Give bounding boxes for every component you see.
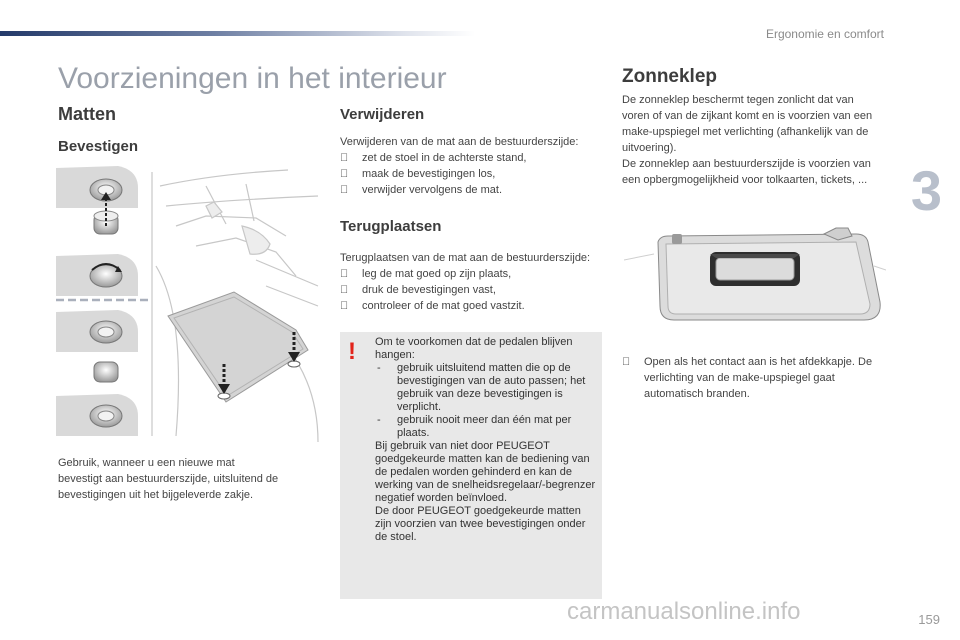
list-item: Open als het contact aan is het afdekkapje. De verlichting van de make-upspiegel gaat automatisch branden. (622, 354, 894, 402)
caption-line: bevestigingen uit het bijgeleverde zakje. (58, 489, 254, 501)
section-title: Ergonomie en comfort (765, 27, 884, 41)
zonneklep-heading: Zonneklep (622, 66, 718, 87)
bullet-icon (340, 266, 348, 282)
header-gradient-bar (0, 31, 475, 36)
warning-paragraph: De door PEUGEOT goedgekeurde matten zijn voorzien van twee bevestigingen onder de stoel. (375, 505, 586, 543)
bevestigen-caption (58, 455, 320, 503)
bullet-icon (340, 182, 348, 198)
bullet-icon (340, 166, 348, 182)
list-item: leg de mat goed op zijn plaats, (340, 266, 610, 282)
matten-heading: Matten (58, 104, 116, 124)
verwijderen-block (340, 134, 610, 198)
bullet-icon (340, 298, 348, 314)
list-item: controleer of de mat goed vastzit. (340, 298, 610, 314)
exclamation-icon: ! (348, 338, 356, 365)
list-item: maak de bevestigingen los, (340, 166, 610, 182)
page-title: Voorzieningen in het interieur (58, 62, 447, 95)
warning-intro: Om te voorkomen dat de pedalen blijven hangen: (375, 336, 573, 361)
bevestigen-heading: Bevestigen (58, 138, 139, 155)
description-line: voren of van de zijkant komt en is voorzien van een (622, 110, 873, 122)
terugplaatsen-intro: Terugplaatsen van de mat aan de bestuurderszijde: (340, 252, 591, 264)
bullet-icon (340, 150, 348, 166)
description-line: make-upspiegel met verlichting (afhankelijk van de (622, 126, 869, 138)
verwijderen-intro: Verwijderen van de mat aan de bestuurderszijde: (340, 136, 579, 148)
terugplaatsen-heading: Terugplaatsen (340, 218, 442, 235)
fastener-panel-4 (56, 394, 138, 436)
dash-icon: - (377, 362, 381, 374)
watermark: carmanualsonline.info (567, 598, 801, 625)
warning-item: - gebruik nooit meer dan één mat per plaats. (377, 414, 572, 439)
caption-line: Gebruik, wanneer u een nieuwe mat (58, 457, 235, 469)
floor-mat (168, 292, 308, 402)
warning-box (340, 332, 602, 599)
list-item: druk de bevestigingen vast, (340, 282, 610, 298)
floor-mat-illustration (56, 166, 320, 448)
warning-paragraph: Bij gebruik van niet door PEUGEOT goedgekeurde matten kan de bediening van de pedalen worden gehinderd en kan de werking van de snelheidsregelaar/-begrenzer negatief worden beïnvloed. (375, 440, 596, 504)
warning-text (375, 336, 597, 544)
list-item: verwijder vervolgens de mat. (340, 182, 610, 198)
bullet-icon (340, 282, 348, 298)
chapter-number: 3 (910, 159, 942, 222)
terugplaatsen-block (340, 250, 610, 314)
list-item: zet de stoel in de achterste stand, (340, 150, 610, 166)
bullet-icon (622, 354, 630, 370)
warning-item: - gebruik uitsluitend matten die op de bevestigingen van de auto passen; het gebruik van deze bevestigingen is verplicht. (377, 362, 586, 413)
caption-line: bevestigt aan bestuurderszijde, uitsluitend de (58, 473, 279, 485)
fastener-panel-2 (56, 254, 138, 296)
zonneklep-description (622, 92, 892, 188)
dash-icon: - (377, 414, 381, 426)
description-line: De zonneklep beschermt tegen zonlicht dat van (622, 94, 854, 106)
fastener-panel-1 (56, 166, 138, 208)
sun-visor-illustration (624, 226, 886, 326)
page-number: 159 (918, 612, 940, 627)
fastener-panel-3 (56, 310, 138, 382)
description-line: een opbergmogelijkheid voor tolkaarten, tickets, ... (622, 174, 868, 186)
zonneklep-step (622, 354, 894, 402)
verwijderen-heading: Verwijderen (340, 106, 425, 123)
description-line: De zonneklep aan bestuurderszijde is voorzien van (622, 158, 871, 170)
description-line: uitvoering). (622, 142, 677, 154)
